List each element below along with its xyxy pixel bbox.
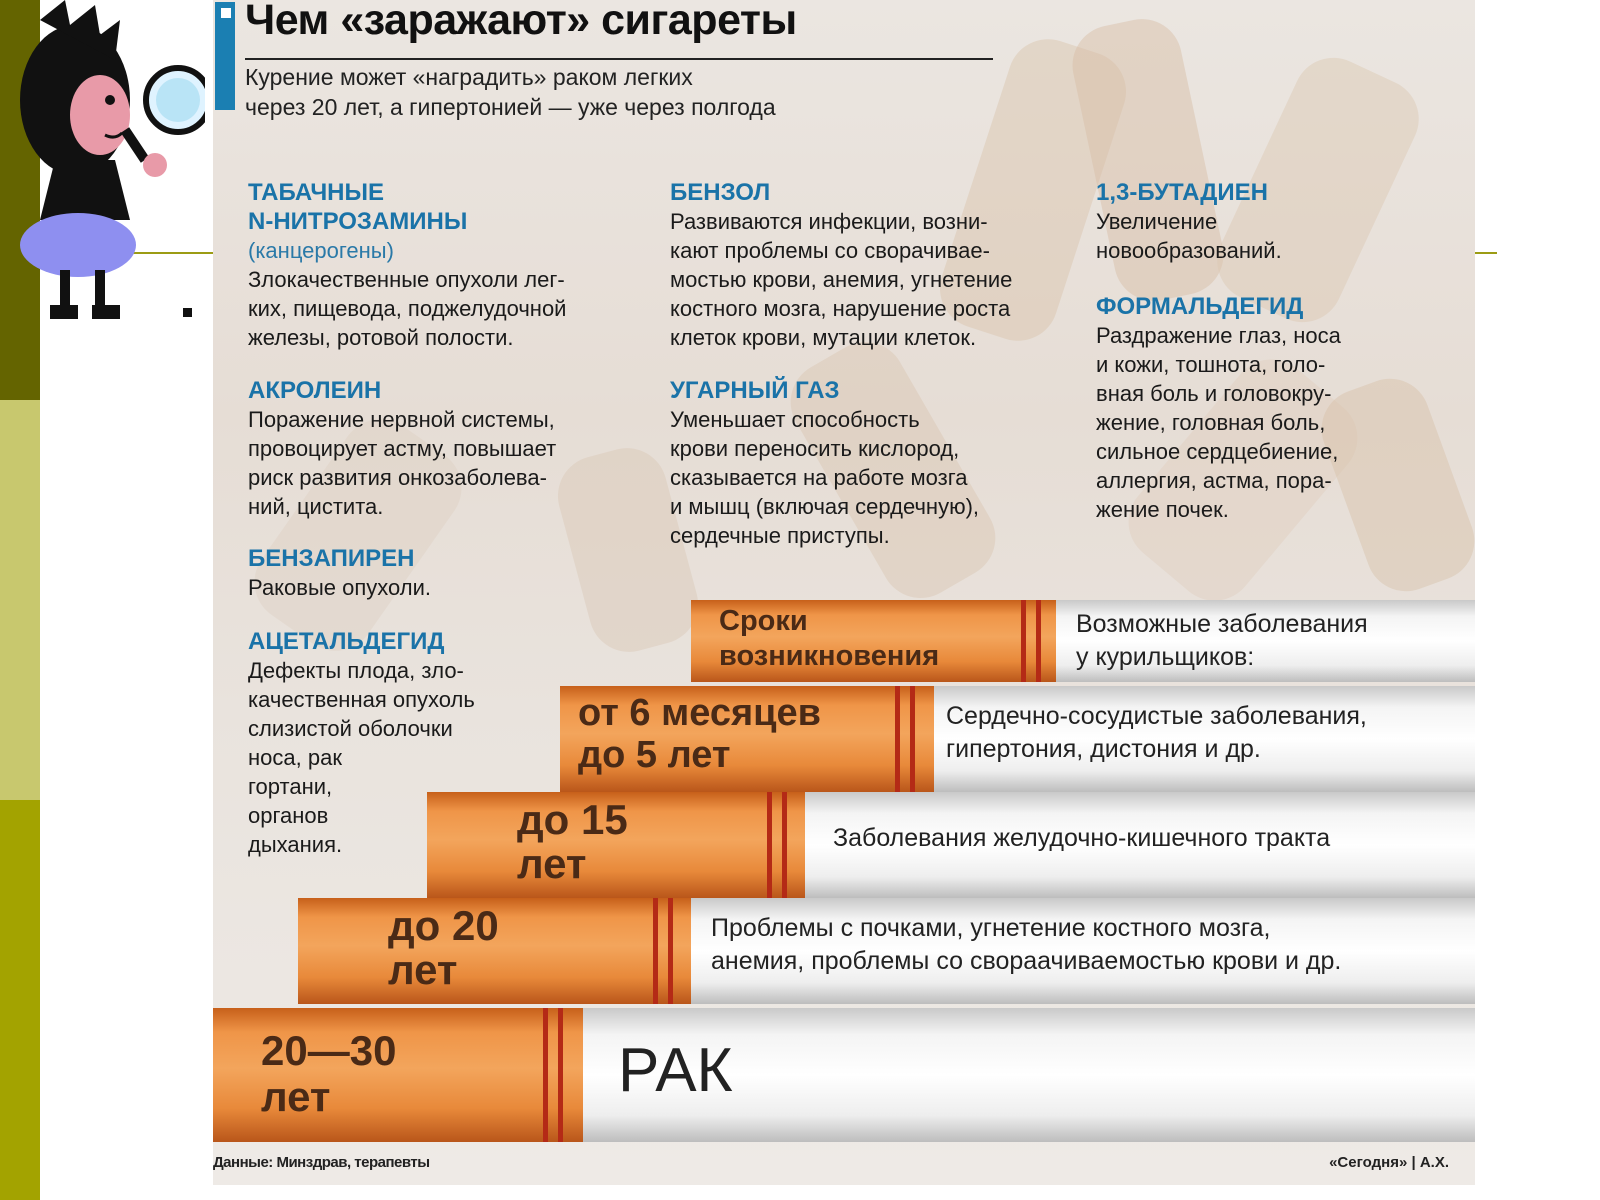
substance-acetaldehyde: АЦЕТАЛЬДЕГИД Дефекты плода, зло- качественная опухоль слизистой оболочки носа, рак гортани, органов дыхания.: [248, 628, 475, 857]
cigarette-header: [691, 600, 1475, 682]
cigarette-period: Сроки возникновения: [719, 605, 940, 672]
substance-benzene: БЕНЗОЛ Развиваются инфекции, возни- кают проблемы со сворачивае- мостью крови, анемия, угнетение костного мозга, нарушение роста клеток крови, мутации клеток.: [670, 179, 1013, 350]
cigarette-period: до 15 лет: [517, 796, 628, 887]
cigarette-6m-5y: [560, 686, 1475, 792]
substance-acrolein: АКРОЛЕИН Поражение нервной системы, провоцирует астму, повышает риск развития онкозаболева- ний, цистита.: [248, 377, 557, 519]
poster-subtitle: Курение может «наградить» раком легких через 20 лет, а гипертонией — уже через полгода: [245, 64, 776, 120]
footer-source: Данные: Минздрав, терапевты: [213, 1154, 430, 1171]
cigarette-disease: РАК: [618, 1036, 733, 1105]
cigarette-disease: Заболевания желудочно-кишечного тракта: [833, 824, 1331, 852]
substance-carbon-monoxide: УГАРНЫЙ ГАЗ Уменьшает способность крови переносить кислород, сказывается на работе мозга и мышц (включая сердечную), сердечные приступы.: [670, 377, 980, 548]
substance-benzopyrene: БЕНЗАПИРЕН Раковые опухоли.: [248, 545, 432, 600]
cigarette-15y: [427, 792, 1475, 898]
left-bar-mid: [0, 800, 40, 1200]
substance-formaldehyde: ФОРМАЛЬДЕГИД Раздражение глаз, носа и кожи, тошнота, голо- вная боль и головокру- жение, головная боль, сильное сердцебиение, аллергия, астма, пора- жение почек.: [1096, 293, 1341, 522]
footer-credit: «Сегодня» | А.Х.: [1329, 1154, 1449, 1171]
substance-nitrosamines: ТАБАЧНЫЕ N-НИТРОЗАМИНЫ (канцерогены) Злокачественные опухоли лег- ких, пищевода, поджелудочной железы, ротовой полости.: [248, 179, 567, 350]
cigarette-20-30y: [213, 1008, 1475, 1142]
slide-rule-right: [1475, 252, 1497, 254]
cigarette-disease: Сердечно-сосудистые заболевания, гипертония, дистония и др.: [946, 702, 1367, 763]
cigarette-disease: Возможные заболевания у курильщиков:: [1076, 610, 1368, 671]
cigarette-period: от 6 месяцев до 5 лет: [578, 692, 822, 776]
cigarette-20y: [298, 898, 1475, 1004]
poster-title: Чем «заражают» сигареты: [245, 0, 797, 44]
left-bar-light: [0, 400, 40, 800]
substance-butadiene: 1,3-БУТАДИЕН Увеличение новообразований.: [1096, 179, 1282, 263]
infographic-poster: [213, 0, 1475, 1185]
detective-girl-icon: [10, 0, 205, 330]
cigarette-period: 20—30 лет: [261, 1027, 397, 1120]
cigarette-disease: Проблемы с почками, угнетение костного мозга, анемия, проблемы со свораачиваемостью крови и др.: [711, 914, 1342, 975]
title-rule: [245, 58, 993, 60]
cigarette-period: до 20 лет: [388, 902, 499, 993]
title-accent-bar: [215, 2, 235, 110]
